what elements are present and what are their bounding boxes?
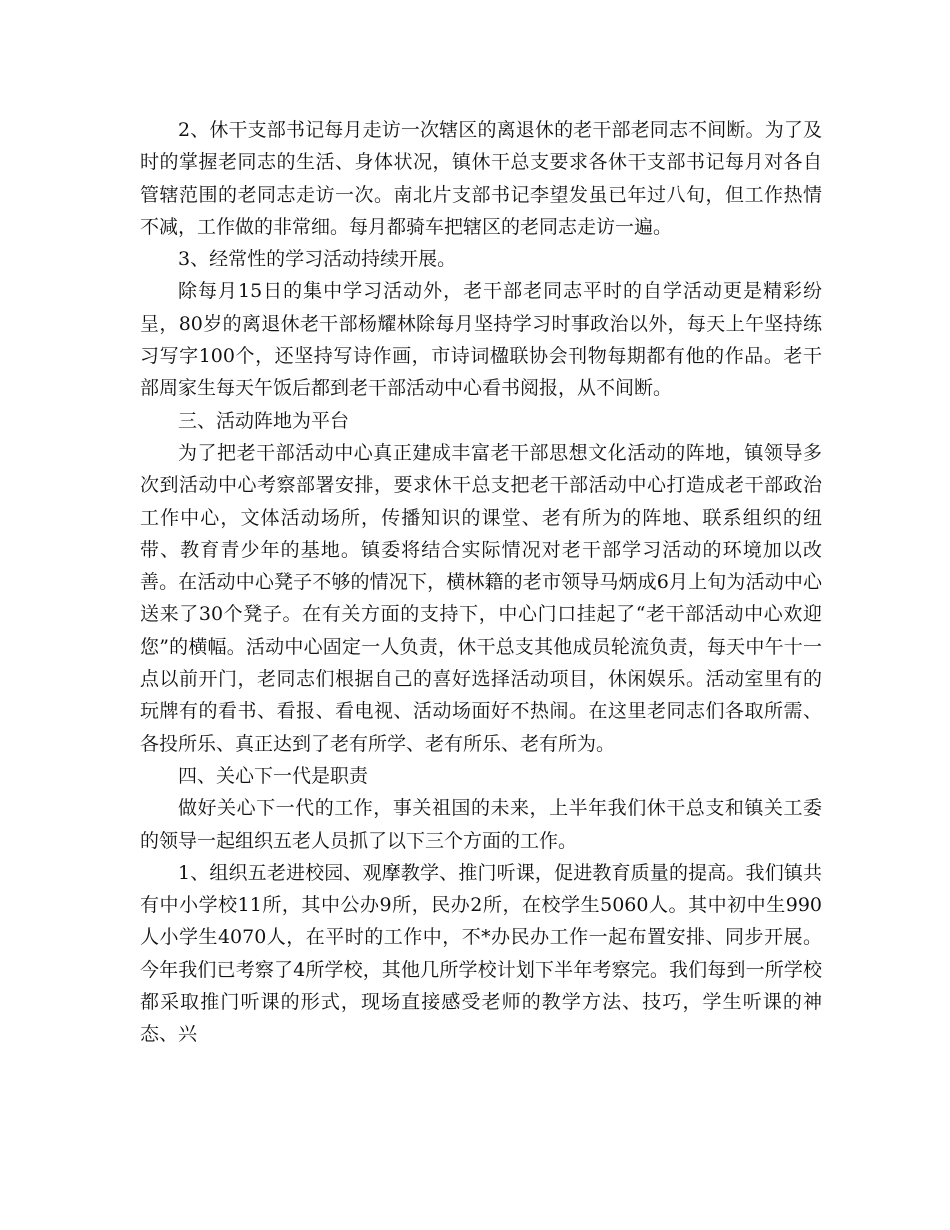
paragraph-visit-records: 2、休干支部书记每月走访一次辖区的离退休的老干部老同志不间断。为了及时的掌握老同志的生活、身体状况，镇休干总支要求各休干支部书记每月对各自管辖范围的老同志走访一次。南北片支部书记李望发虽已年过八旬，但工作热情不减，工作做的非常细。每月都骑车把辖区的老同志走访一遍。 (140, 119, 822, 238)
document-body (140, 114, 822, 1051)
paragraph-self-study: 除每月15日的集中学习活动外，老干部老同志平时的自学活动更是精彩纷呈，80岁的离退休老干部杨耀林除每月坚持学习时事政治以外，每天上午坚持练习写字100个，还坚持写诗作画，市诗词楹联协会刊物每期都有他的作品。老干部周家生每天午饭后都到老干部活动中心看书阅报，从不间断。 (140, 280, 822, 400)
section-heading-activity-platform: 三、活动阵地为平台 (178, 409, 350, 432)
subheading-study-activities: 3、经常性的学习活动持续开展。 (178, 248, 457, 271)
paragraph-school-visits: 1、组织五老进校园、观摩教学、推门听课，促进教育质量的提高。我们镇共有中小学校11所，其中公办9所，民办2所，在校学生5060人。其中初中生990人小学生4070人，在平时的工作中，不*办民办工作一起布置安排、同步开展。今年我们已考察了4所学校，其他几所学校计划下半年考察完。我们每到一所学校都采取推门听课的形式，现场直接感受老师的教学方法、技巧，学生听课的神态、兴 (140, 861, 822, 1046)
paragraph-next-generation-intro: 做好关心下一代的工作，事关祖国的未来，上半年我们休干总支和镇关工委的领导一起组织五老人员抓了以下三个方面的工作。 (140, 797, 822, 852)
section-heading-next-generation: 四、关心下一代是职责 (178, 764, 369, 787)
paragraph-activity-center: 为了把老干部活动中心真正建成丰富老干部思想文化活动的阵地，镇领导多次到活动中心考察部署安排，要求休干总支把老干部活动中心打造成老干部政治工作中心，文体活动场所，传播知识的课堂、老有所为的阵地、联系组织的纽带、教育青少年的基地。镇委将结合实际情况对老干部学习活动的环境加以改善。在活动中心凳子不够的情况下，横林籍的老市领导马炳成6月上旬为活动中心送来了30个凳子。在有关方面的支持下，中心门口挂起了“老干部活动中心欢迎您”的横幅。活动中心固定一人负责，休干总支其他成员轮流负责，每天中午十一点以前开门，老同志们根据自己的喜好选择活动项目，休闲娱乐。活动室里有的玩牌有的看书、看报、看电视、活动场面好不热闹。在这里老同志们各取所需、各投所乐、真正达到了老有所学、老有所乐、老有所为。 (140, 441, 822, 755)
